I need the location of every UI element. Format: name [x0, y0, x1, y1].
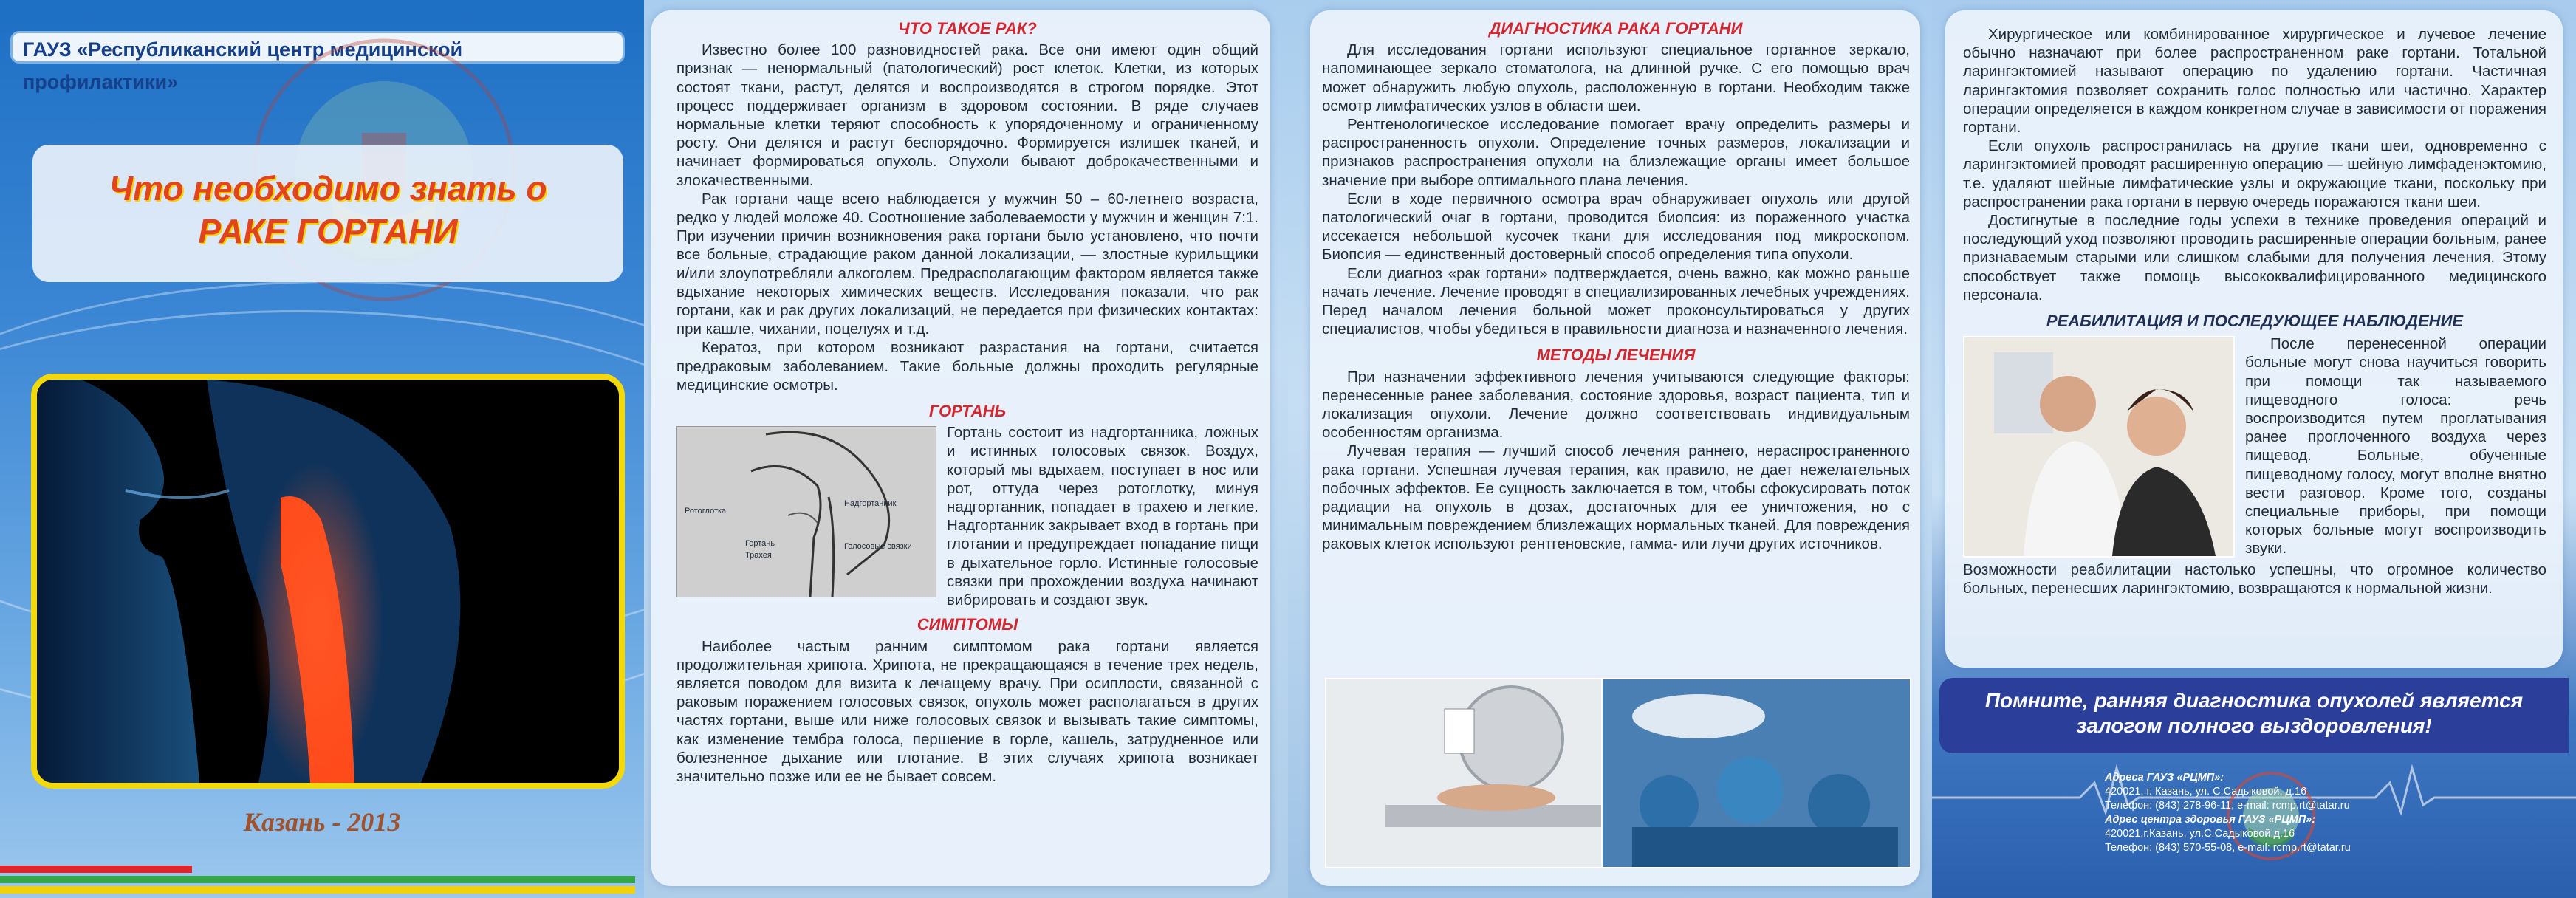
paragraph: После перенесенной операции больные могут снова научиться говорить при помощи так называемого пищеводного голоса: речь воспроизводится путем проглатывания ранее проглоченного воздуха через пищевод. Больные, обученные пищеводному голосу, могут вполне внятно вести разговор. Кроме того, созданы специальные приборы, при помощи которых больные могут воспроизводить звуки.: [2245, 335, 2546, 558]
title-line-1: Что необходимо знать о: [109, 169, 547, 208]
phone-email-line: Телефон: (843) 570-55-08, e-mail: rcmp.rt@tatar.ru: [2105, 842, 2351, 854]
paragraph: Достигнутые в последние годы успехи в технике проведения операций и последующий уход позволяют проводить расширенные операции больным, ранее признаваемым старыми или слишком слабыми для получения лечения. Этому способствует также помощь высококвалифицированного медицинского персонала.: [1963, 212, 2546, 304]
paragraph: Если диагноз «рак гортани» подтверждается, очень важно, как можно раньше начать лечение. Лечение проводят в специализированных лечебных учреждениях. Перед началом лечения больной может проконсультироваться у других специалистов, чтобы убедиться в правильности диагноза и назначенного лечения.: [1322, 264, 1910, 338]
throat-xray-image: [31, 374, 625, 789]
stripe-red: [0, 866, 192, 873]
brochure-title: [32, 167, 623, 253]
panel2-text: [676, 15, 1258, 786]
surgery-photo: [1601, 678, 1911, 868]
address-block: [2105, 771, 2400, 855]
paragraph: Хирургическое или комбинированное хирургическое и лучевое лечение обычно назначают при более распространенном раке гортани. Тотальной ларингэктомией называют операцию по удалению гортани. Частичная ларингэктомия позволяет сохранить голос полностью или частично. Характер операции определяется в каждом конкретном случае в зависимости от поражения гортани.: [1963, 26, 2546, 137]
paragraph: Если в ходе первичного осмотра врач обнаруживает опухоль или другой патологический очаг в гортани, проводится биопсия: из пораженного участка иссекается небольшой кусочек ткани для исследования под микроскопом. Биопсия — единственный достоверный способ определения типа опухоли.: [1322, 190, 1910, 264]
organization-banner: ГАУЗ «Республиканский центр медицинской профилактики»: [10, 31, 625, 64]
city-year: Казань - 2013: [243, 807, 401, 837]
paragraph: Кератоз, при котором возникают разрастания на гортани, считается предраковым заболеванием. Такие больные должны проходить регулярные медицинские осмотры.: [676, 339, 1258, 394]
panel-diagnostics: [1288, 0, 1932, 898]
larynx-diagram: [676, 426, 936, 597]
paragraph: При назначении эффективного лечения учитываются следующие факторы: перенесенные ранее заболевания, состояние здоровья, возраст пациента, тип и локализация опухоли. Лечение должно соответствовать индивидуальным особенностям организма.: [1322, 368, 1910, 442]
cover-panel: [0, 0, 644, 898]
paragraph: Для исследования гортани используют специальное гортанное зеркало, напоминающее зеркало стоматолога, на длинной ручке. С его помощью врач может обнаружить любую опухоль, расположенную в гортани. Необходим также осмотр лимфатических узлов в области шеи.: [1322, 41, 1910, 114]
larynx-section: [676, 423, 1258, 609]
heading-symptoms: СИМПТОМЫ: [917, 615, 1018, 634]
radiotherapy-photo: [1325, 678, 1641, 868]
remember-banner: Помните, ранняя диагностика опухолей является залогом полного выздоровления!: [1939, 678, 2569, 753]
rehabilitation-section: [1963, 335, 2546, 597]
paragraph: Гортань состоит из надгортанника, ложных и истинных голосовых связок. Воздух, который мы вдыхаем, поступает в нос или рот, оттуда через ротоглотку, минуя надгортанник, попадает в трахею и легкие. Надгортанник закрывает вход в гортань при глотании и предупреждает попадание пищи в дыхательное горло. Истинные голосовые связки при прохождении воздуха начинают вибрировать и создают звук.: [947, 424, 1258, 609]
diagram-label-vocal-cords: Голосовые связки: [844, 542, 912, 552]
address-title: Адрес центра здоровья ГАУЗ «РЦМП»:: [2105, 814, 2316, 826]
diagram-label-oropharynx: Ротоглотка: [685, 507, 727, 516]
title-line-2: РАКЕ ГОРТАНИ: [198, 212, 458, 250]
address-line: 420021,г.Казань, ул.С.Садыковой,д.16: [2105, 828, 2295, 840]
address-title: Адреса ГАУЗ «РЦМП»:: [2105, 772, 2224, 784]
panel4-text: [1963, 25, 2546, 598]
paragraph: Известно более 100 разновидностей рака. Все они имеют один общий признак — ненормальный (патологический) рост клеток. Клетки, из которых состоят ткани, растут, делятся и воспроизводятся в строгом порядке. Этот процесс поддерживает организм в здоровом состоянии. В ряде случаев нормальные клетки теряют способность к упорядоченному и ограниченному росту. Они делятся и растут беспорядочно. Формируется излишек тканей, и начинает формироваться опухоль. Опухоли бывают доброкачественными и злокачественными.: [676, 41, 1258, 189]
heading-larynx: ГОРТАНЬ: [928, 402, 1007, 421]
diagram-label-epiglottis: Надгортанник: [844, 499, 897, 509]
paragraph: Рак гортани чаще всего наблюдается у мужчин 50 – 60-летнего возраста, редко у людей моложе 40. Соотношение заболеваемости у мужчин и женщин 7:1. При изучении причин возникновения рака гортани было установлено, что почти все больные, страдающие раком данной локализации, — злостные курильщики и/или злоупотребляли алкоголем. Предрасполагающим фактором является также вдыхание некоторых химических веществ. Исследования показали, что рак гортани, как и рак других локализаций, не передается при физических контактах: при кашле, чихании, поцелуях и т.д.: [676, 190, 1258, 338]
heading-rehabilitation: РЕАБИЛИТАЦИЯ И ПОСЛЕДУЮЩЕЕ НАБЛЮДЕНИЕ: [2046, 312, 2464, 331]
stripe-green: [0, 876, 635, 883]
panel3-text: [1322, 15, 1910, 554]
paragraph: Рентгенологическое исследование помогает врачу определить размеры и распространенность опухоли. Определение точных размеров, локализации и признаков распространения опухоли на близлежащие органы имеет большое значение при выборе оптимального плана лечения.: [1322, 116, 1910, 189]
heading-treatment-methods: МЕТОДЫ ЛЕЧЕНИЯ: [1536, 346, 1696, 365]
heading-what-is-cancer: ЧТО ТАКОЕ РАК?: [898, 19, 1037, 38]
title-box: [32, 145, 623, 282]
address-line: 420021, г. Казань, ул. С.Садыковой, д.16: [2105, 786, 2307, 798]
stripe-yellow: [0, 886, 635, 894]
doctor-patient-photo: [1963, 336, 2235, 558]
paragraph: Наиболее частым ранним симптомом рака гортани является продолжительная хрипота. Хрипота, не прекращающаяся в течение трех недель, является поводом для визита к лечащему врачу. При осиплости, связанной с раковым поражением голосовых связок, опухоль может располагаться в других частях гортани, выше или ниже голосовых связок и вызывать такие симптомы, как изменение тембра голоса, першение в горле, кашель, затрудненное или болезненное дыхание или глотание. В этих случаях хрипота возникает значительно позже или ее не бывает совсем.: [676, 637, 1258, 785]
paragraph: Возможности реабилитации настолько успешны, что огромное количество больных, перенесших ларингэктомию, возвращаются к нормальной жизни.: [1963, 561, 2546, 597]
panel-what-is-cancer: [644, 0, 1288, 898]
panel-rehabilitation: [1932, 0, 2576, 898]
diagram-label-trachea: Трахея: [745, 551, 772, 561]
paragraph: Если опухоль распространилась на другие ткани шеи, одновременно с ларингэктомией проводят расширенную операцию — шейную лимфаденэктомию, т.е. удаляют шейные лимфатические узлы и окружающие ткани, поскольку при распространении рака гортани в первую очередь поражаются ткани шеи.: [1963, 137, 2546, 210]
phone-email-line: Телефон: (843) 278-96-11, e-mail: rcmp.rt@tatar.ru: [2105, 800, 2350, 812]
heading-diagnostics: ДИАГНОСТИКА РАКА ГОРТАНИ: [1489, 19, 1743, 38]
paragraph: Лучевая терапия — лучший способ лечения раннего, нераспространенного рака гортани. Успешная лучевая терапия, как правило, не дает нежелательных побочных эффектов. Ее сущность заключается в том, чтобы сфокусировать поток радиации на опухоль в дозах, достаточных для ее уничтожения, но с минимальным повреждением близлежащих нормальных тканей. Для повреждения раковых клеток используют рентгеновские, гамма- или лучи других источников.: [1322, 442, 1910, 553]
diagram-label-larynx: Гортань: [745, 539, 775, 549]
